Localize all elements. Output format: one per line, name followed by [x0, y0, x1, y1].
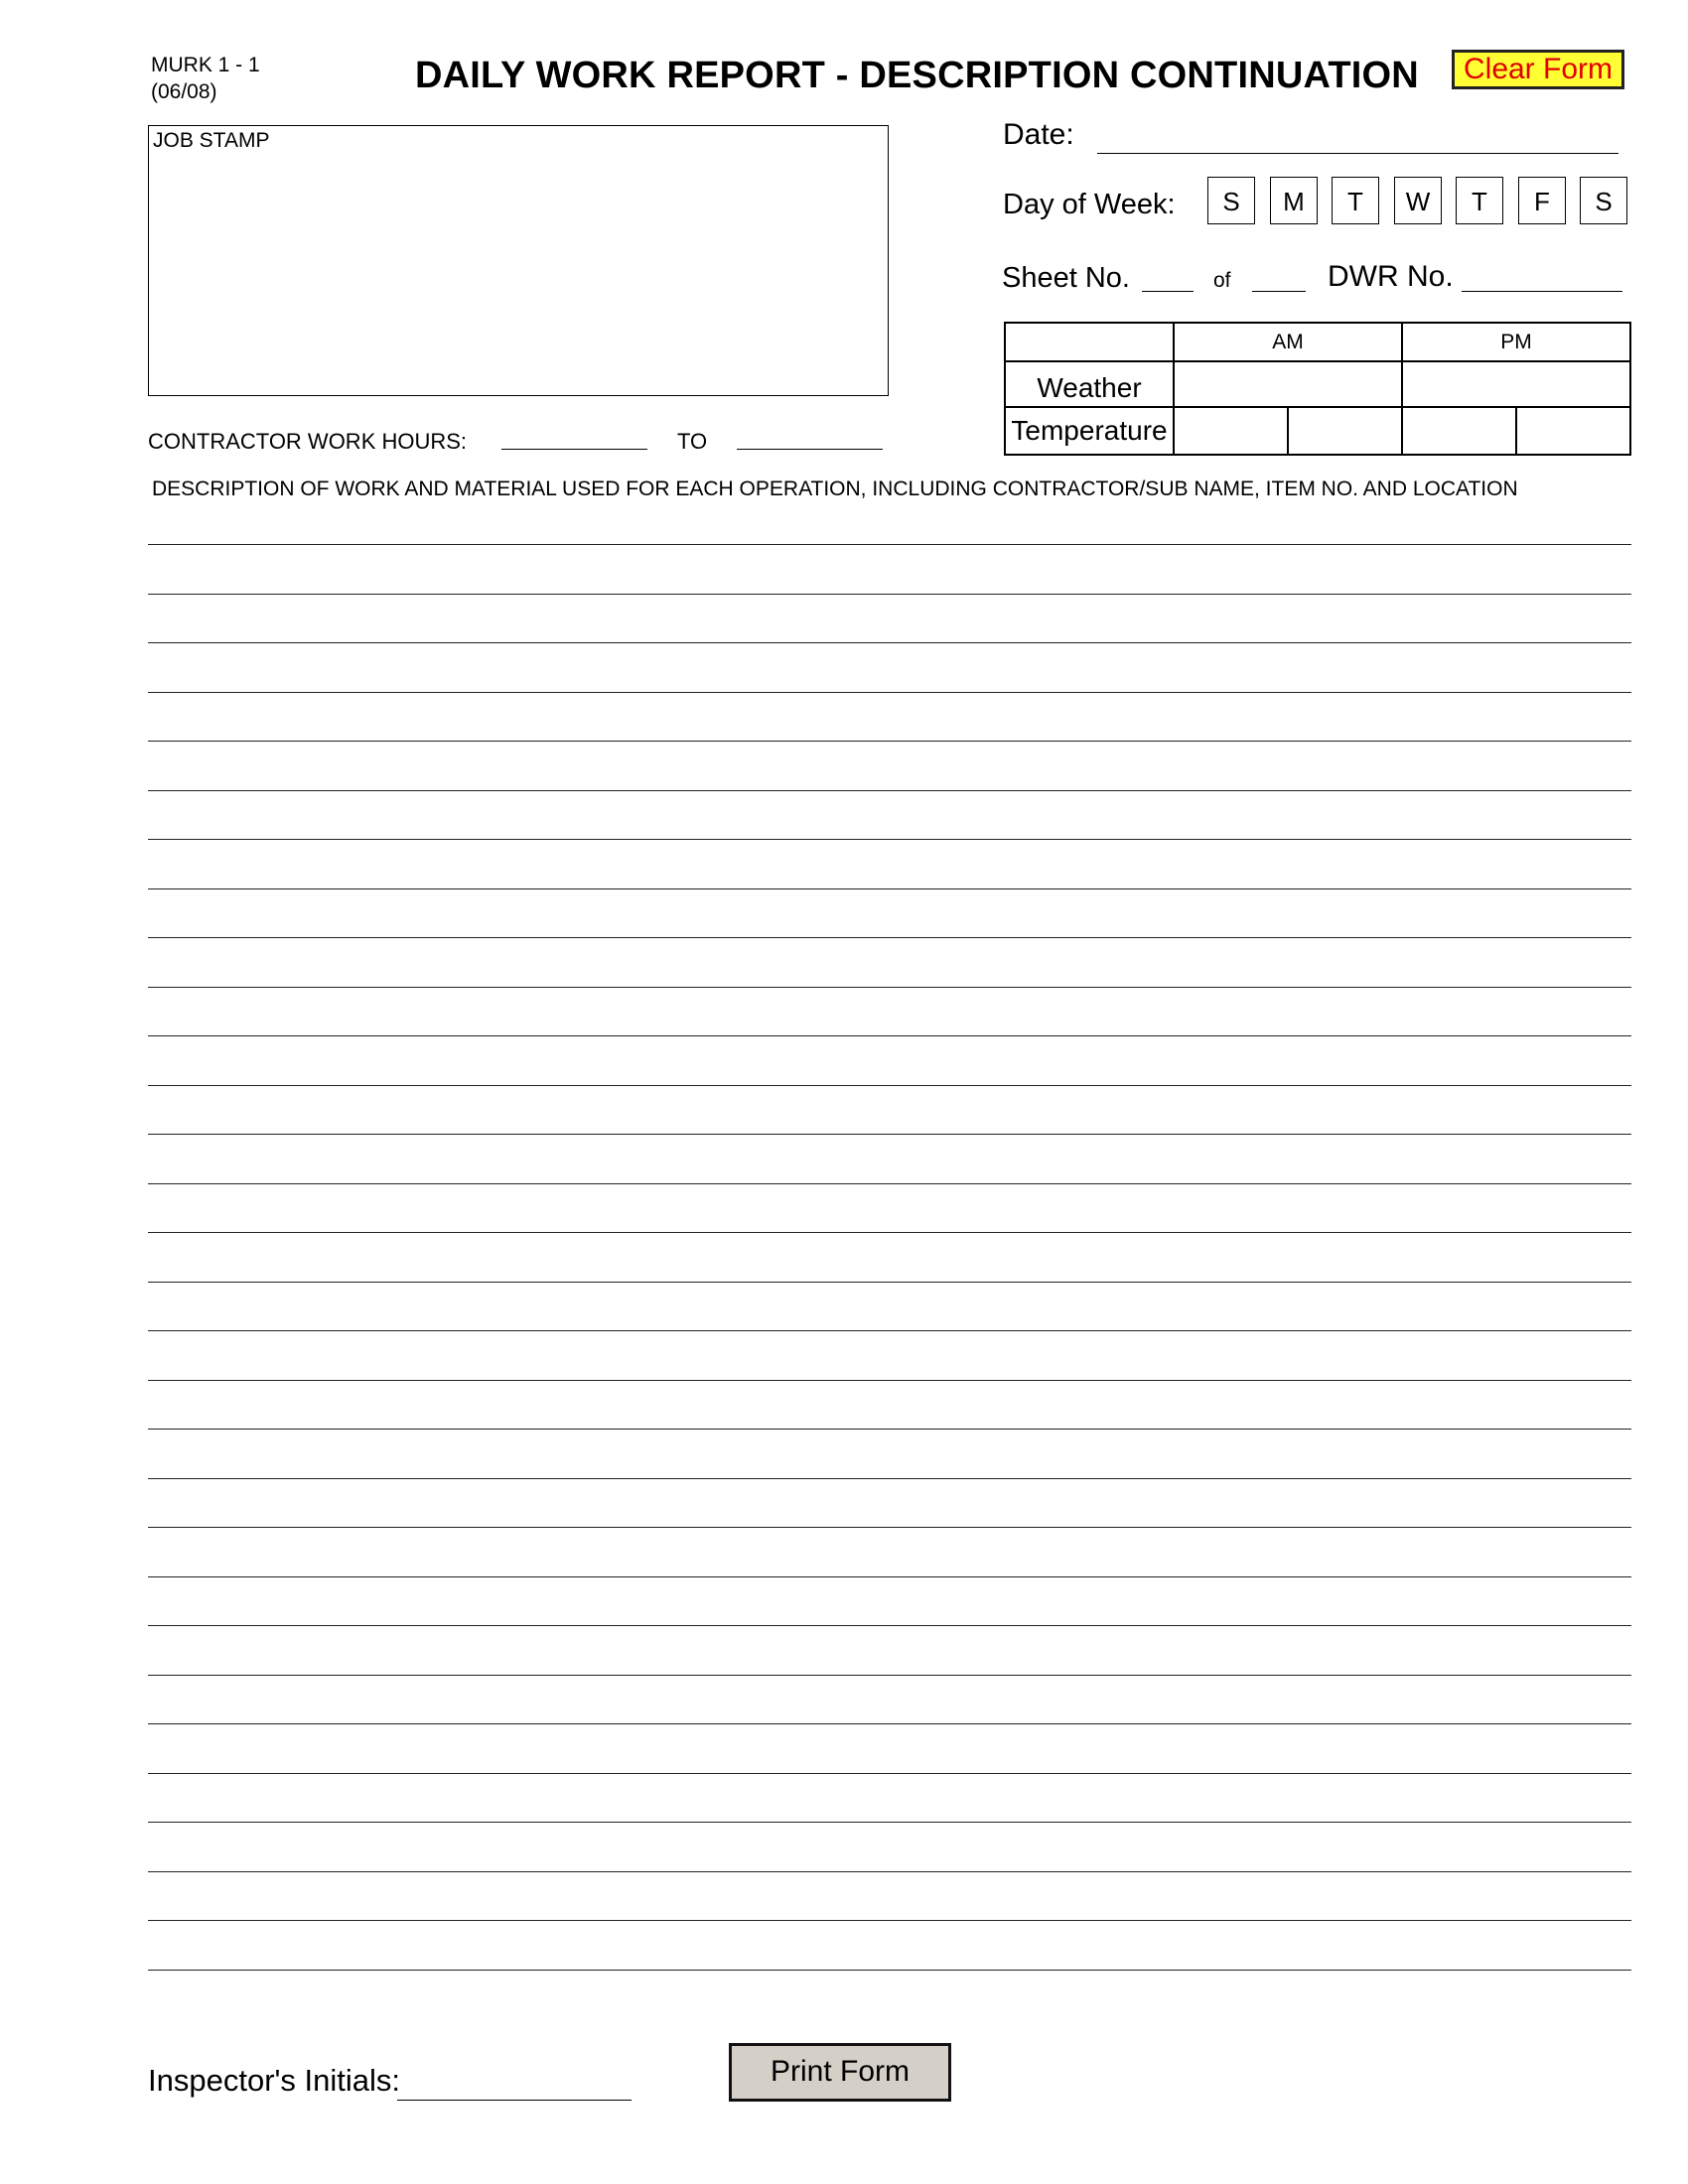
inspector-initials-label: Inspector's Initials: [148, 2063, 401, 2098]
description-line[interactable] [148, 544, 1631, 545]
weather-pm-field[interactable] [1402, 361, 1630, 407]
description-line[interactable] [148, 937, 1631, 938]
day-of-week-label: Day of Week: [1003, 189, 1176, 220]
description-line[interactable] [148, 1920, 1631, 1921]
description-line[interactable] [148, 1134, 1631, 1135]
description-line[interactable] [148, 741, 1631, 742]
description-line[interactable] [148, 1576, 1631, 1577]
form-revision: (06/08) [151, 80, 217, 103]
description-line[interactable] [148, 594, 1631, 595]
clear-form-button[interactable]: Clear Form [1452, 50, 1624, 89]
description-line[interactable] [148, 839, 1631, 840]
job-stamp-box[interactable] [148, 125, 889, 396]
description-line[interactable] [148, 1429, 1631, 1430]
description-line[interactable] [148, 1822, 1631, 1823]
description-line[interactable] [148, 1723, 1631, 1724]
description-line[interactable] [148, 1035, 1631, 1036]
am-header: AM [1174, 323, 1402, 361]
description-line[interactable] [148, 1773, 1631, 1774]
inspector-initials-field[interactable] [397, 2100, 632, 2101]
weather-table [1004, 322, 1631, 456]
date-label: Date: [1003, 118, 1074, 151]
date-field[interactable] [1097, 153, 1618, 154]
day-checkbox-saturday[interactable]: S [1580, 177, 1627, 224]
temperature-label: Temperature [1005, 407, 1174, 455]
sheet-total-field[interactable] [1252, 291, 1306, 292]
temperature-am-field-2[interactable] [1288, 407, 1402, 455]
day-checkbox-sunday[interactable]: S [1207, 177, 1255, 224]
temperature-am-field-1[interactable] [1174, 407, 1288, 455]
day-checkbox-friday[interactable]: F [1518, 177, 1566, 224]
temperature-pm-field-1[interactable] [1402, 407, 1516, 455]
description-line[interactable] [148, 1478, 1631, 1479]
hours-to-field[interactable] [737, 449, 883, 450]
description-line[interactable] [148, 1871, 1631, 1872]
day-checkbox-wednesday[interactable]: W [1394, 177, 1442, 224]
of-label: of [1213, 269, 1231, 292]
page-title: DAILY WORK REPORT - DESCRIPTION CONTINUATION [415, 55, 1419, 96]
dwr-no-label: DWR No. [1328, 260, 1454, 293]
description-line[interactable] [148, 1380, 1631, 1381]
weather-table-corner [1005, 323, 1174, 361]
description-line[interactable] [148, 1675, 1631, 1676]
sheet-no-field[interactable] [1142, 291, 1194, 292]
description-line[interactable] [148, 642, 1631, 643]
description-label: DESCRIPTION OF WORK AND MATERIAL USED FOR EACH OPERATION, INCLUDING CONTRACTOR/SUB NAME, ITEM NO. AND LOCATION [152, 478, 1518, 500]
weather-label: Weather [1005, 361, 1174, 407]
hours-from-field[interactable] [501, 449, 647, 450]
description-line[interactable] [148, 692, 1631, 693]
description-line[interactable] [148, 1232, 1631, 1233]
sheet-no-label: Sheet No. [1002, 262, 1130, 294]
contractor-hours-label: CONTRACTOR WORK HOURS: [148, 429, 468, 454]
description-line[interactable] [148, 1330, 1631, 1331]
description-line[interactable] [148, 1625, 1631, 1626]
day-checkbox-monday[interactable]: M [1270, 177, 1318, 224]
description-line[interactable] [148, 1282, 1631, 1283]
temperature-pm-field-2[interactable] [1516, 407, 1630, 455]
description-line[interactable] [148, 1970, 1631, 1971]
day-checkbox-thursday[interactable]: T [1456, 177, 1503, 224]
form-code: MURK 1 - 1 [151, 54, 260, 76]
description-line[interactable] [148, 1183, 1631, 1184]
description-line[interactable] [148, 790, 1631, 791]
hours-to-label: TO [677, 429, 708, 454]
description-line[interactable] [148, 888, 1631, 889]
print-form-button[interactable]: Print Form [729, 2043, 951, 2102]
description-line[interactable] [148, 1085, 1631, 1086]
dwr-no-field[interactable] [1462, 291, 1622, 292]
job-stamp-label: JOB STAMP [153, 129, 270, 152]
weather-am-field[interactable] [1174, 361, 1402, 407]
description-line[interactable] [148, 1527, 1631, 1528]
day-checkbox-tuesday[interactable]: T [1332, 177, 1379, 224]
form-code-block [151, 52, 260, 105]
description-line[interactable] [148, 987, 1631, 988]
pm-header: PM [1402, 323, 1630, 361]
